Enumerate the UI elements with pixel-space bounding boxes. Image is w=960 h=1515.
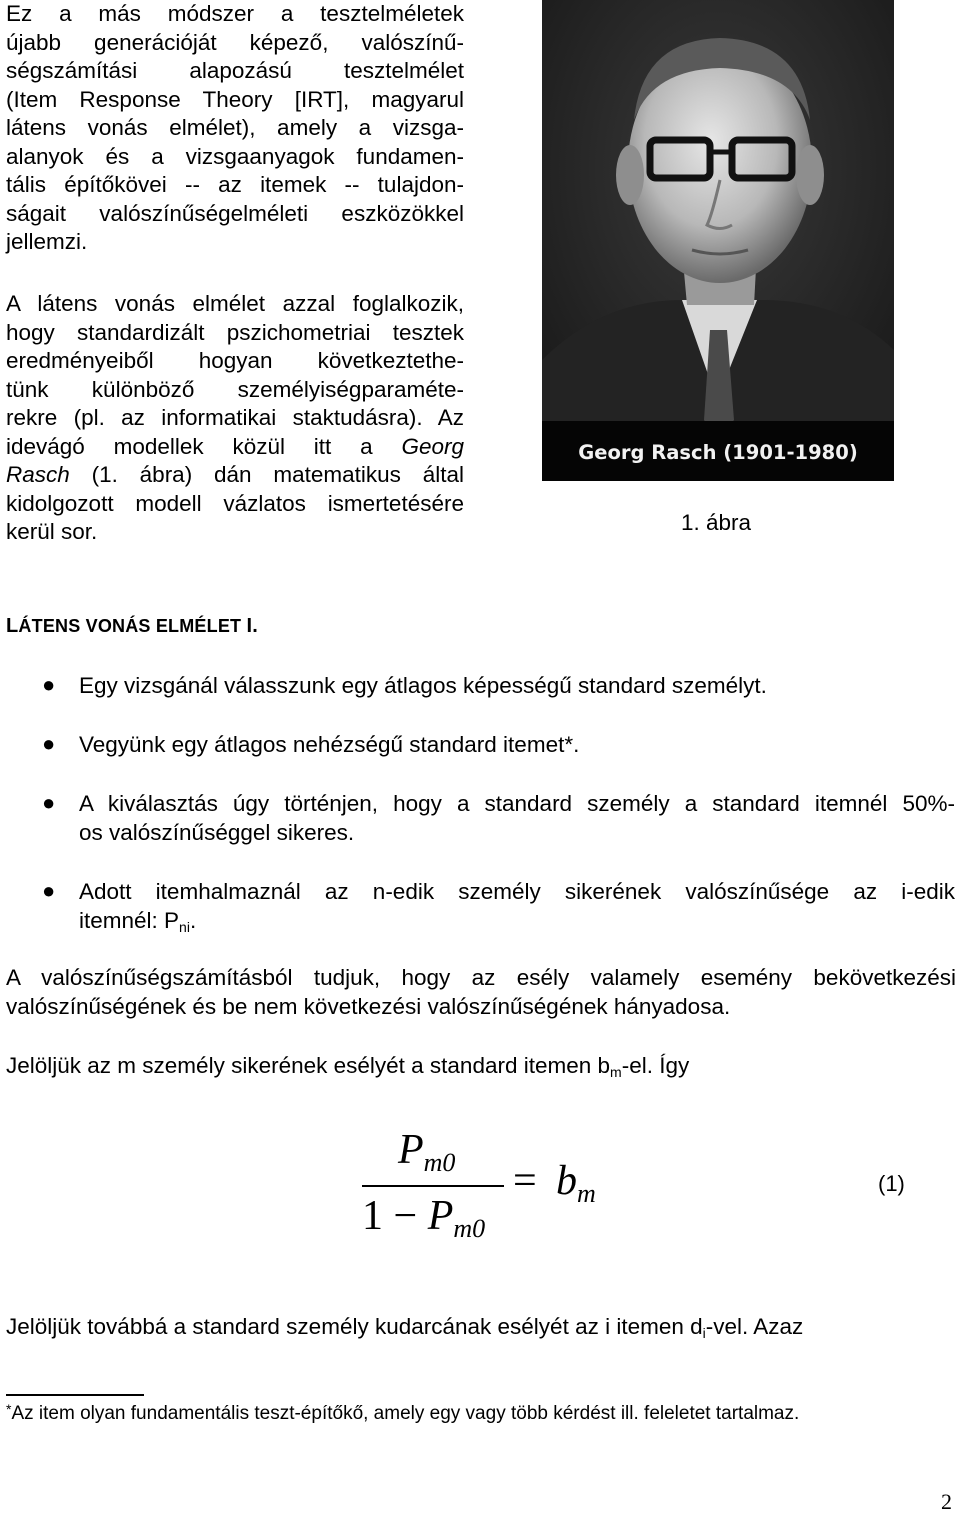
page-number: 2	[941, 1489, 952, 1514]
section-heading: LÁTENS VONÁS ELMÉLET I.	[6, 615, 258, 637]
intro-paragraph-2	[6, 290, 464, 547]
portrait-image	[542, 0, 894, 481]
portrait-photo	[542, 0, 894, 481]
paragraph-line: rekre (pl. az informatikai staktudásra). Az	[6, 405, 464, 430]
photo-caption: Georg Rasch (1901-1980)	[578, 441, 858, 464]
paragraph-line: A látens vonás elmélet azzal foglalkozik,	[6, 291, 464, 316]
bullet-dot: ●	[42, 672, 56, 697]
body-paragraph-bm: Jelöljük az m személy sikerének esélyét a standard itemen $b_m-el$. Így	[6, 1053, 690, 1080]
paragraph-line: eredményeiből hogyan következtethe-	[6, 348, 464, 373]
equation-number: (1)	[878, 1171, 905, 1196]
paragraph-line: Ez a más módszer a tesztelméletek	[6, 1, 464, 26]
paragraph-line: ségszámítási alapozású tesztelmélet	[6, 58, 464, 83]
bullet-dot: ●	[42, 790, 56, 815]
paragraph-line: látens vonás elmélet), amely a vizsga-	[6, 115, 464, 140]
paragraph-line: kidolgozott modell vázlatos ismertetésére	[6, 490, 464, 516]
name-rasch: Rasch	[6, 462, 70, 487]
eq-numerator: Pm0	[398, 1127, 456, 1177]
paragraph-line	[6, 461, 464, 490]
paragraph-line: (Item Response Theory [IRT], magyarul	[6, 86, 464, 112]
bullet-dot: ●	[42, 878, 56, 903]
bullet-item: Adott itemhalmaznál az n-edik személy sikerének valószínűsége az i-edik itemnél: $P_{ni}$.	[79, 879, 955, 935]
bullet-item: Vegyünk egy átlagos nehézségű standard itemet*.	[79, 732, 580, 757]
paragraph-line: hogy standardizált pszichometriai tesztek	[6, 319, 464, 345]
paragraph-line: tünk különböző személyiségparaméte-	[6, 376, 464, 402]
bullet-item: A kiválasztás úgy történjen, hogy a standard személy a standard itemnél 50%- os valószínűséggel sikeres.	[79, 791, 955, 845]
eq-denominator: 1 − Pm0	[362, 1193, 486, 1243]
eq-fraction-bar	[362, 1185, 504, 1187]
paragraph-line	[6, 433, 464, 462]
paragraph-line: tális építőkövei -- az itemek -- tulajdon-	[6, 172, 464, 197]
paragraph-line: jellemzi.	[6, 229, 88, 254]
body-paragraph-odds: A valószínűségszámításból tudjuk, hogy az esély valamely esemény bekövetkezési valószínűségének és be nem következési valószínűségének hányadosa.	[6, 965, 956, 1019]
paragraph-line: újabb generációját képező, valószínű-	[6, 29, 464, 55]
name-georg: Georg	[401, 433, 464, 459]
paragraph-line: alanyok és a vizsgaanyagok fundamen-	[6, 143, 464, 169]
figure-label: 1. ábra	[681, 510, 752, 535]
paragraph-line: ságait valószínűségelméleti eszközökkel	[6, 200, 464, 226]
paragraph-text: (1. ábra) dán matematikus által	[69, 462, 464, 487]
bullet-dot: ●	[42, 731, 56, 756]
paragraph-line: kerül sor.	[6, 519, 98, 544]
intro-paragraph-1	[6, 0, 464, 257]
bullet-item: Egy vizsgánál válasszunk egy átlagos képességű standard személyt.	[79, 673, 767, 698]
eq-rhs: bm	[556, 1158, 596, 1208]
body-paragraph-di: Jelöljük továbbá a standard személy kudarcának esélyét az i itemen $d_i$-vel. Azaz	[6, 1314, 804, 1341]
footnote: *Az item olyan fundamentális teszt-építőkő, amely egy vagy több kérdést ill. feleletet tartalmaz.	[6, 1401, 800, 1424]
eq-equals: =	[513, 1158, 537, 1204]
footnote-rule	[6, 1394, 144, 1396]
paragraph-text: idevágó modellek közül itt a	[6, 433, 373, 459]
